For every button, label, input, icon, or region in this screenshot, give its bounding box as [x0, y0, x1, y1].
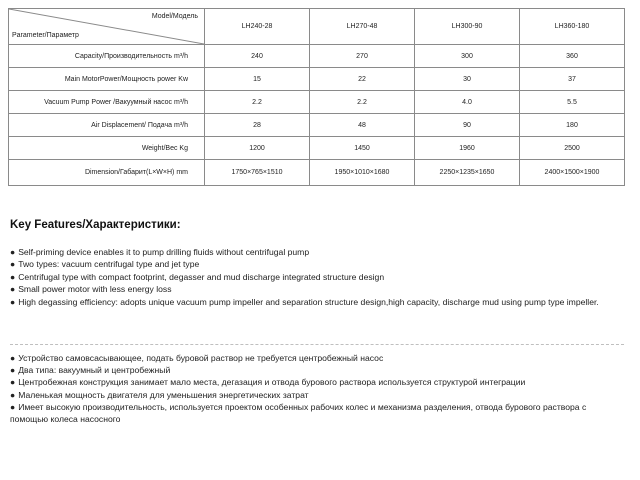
features-title: Key Features/Характеристики: — [10, 219, 181, 231]
russian-feature-list — [10, 352, 622, 425]
feature-text: Центробежная конструкция занимает мало места, дегазация и отвода бурового раствора используется структурой интеграции — [18, 377, 526, 388]
parameter-name-cell: Weight/Вес Kg — [9, 137, 205, 160]
model-name-cell: LH300-90 — [415, 9, 520, 45]
value-cell: 360 — [520, 45, 625, 68]
list-item — [10, 271, 622, 283]
table-row — [9, 45, 625, 68]
parameter-name-cell: Air Displacement/ Подача m³/h — [9, 114, 205, 137]
value-cell: 2250×1235×1650 — [415, 160, 520, 186]
value-cell: 90 — [415, 114, 520, 137]
list-item — [10, 296, 622, 308]
list-item — [10, 258, 622, 270]
model-name-cell: LH270-48 — [310, 9, 415, 45]
value-cell: 2400×1500×1900 — [520, 160, 625, 186]
model-name-cell: LH360-180 — [520, 9, 625, 45]
header-diagonal-cell — [9, 9, 205, 45]
feature-text: Устройство самовсасывающее, подать буровой раствор не требуется центробежный насос — [18, 353, 384, 363]
table-row — [9, 68, 625, 91]
section-divider — [10, 344, 624, 345]
value-cell: 48 — [310, 114, 415, 137]
table-row — [9, 91, 625, 114]
value-cell: 240 — [205, 45, 310, 68]
bullet-icon: ● — [10, 259, 16, 270]
table-row — [9, 160, 625, 186]
value-cell: 300 — [415, 45, 520, 68]
feature-text: Два типа: вакуумный и центробежный — [18, 365, 171, 376]
bullet-icon: ● — [10, 389, 16, 400]
value-cell: 37 — [520, 68, 625, 91]
list-item — [10, 401, 622, 425]
value-cell: 28 — [205, 114, 310, 137]
feature-text: High degassing efficiency: adopts unique vacuum pump impeller and separation structure design,high capacity, discharge mud using pump type impeller. — [18, 296, 599, 307]
list-item — [10, 352, 622, 364]
bullet-icon: ● — [10, 271, 16, 282]
value-cell: 2.2 — [205, 91, 310, 114]
feature-text: Two types: vacuum centrifugal type and jet type — [18, 259, 200, 270]
english-feature-list — [10, 246, 622, 308]
value-cell: 180 — [520, 114, 625, 137]
value-cell: 30 — [415, 68, 520, 91]
parameter-name-cell: Main MotorPower/Мощность power Kw — [9, 68, 205, 91]
value-cell: 22 — [310, 68, 415, 91]
feature-text: Имеет высокую производительность, используется проектом особенных рабочих колес и механизма разделения, отвода бурового раствора с помощью колеса насосного — [10, 401, 587, 425]
bullet-icon: ● — [10, 247, 16, 257]
list-item — [10, 283, 622, 295]
specification-table — [8, 8, 625, 186]
feature-text: Centrifugal type with compact footprint, degasser and mud discharge integrated structure design — [18, 271, 385, 282]
bullet-icon: ● — [10, 284, 16, 295]
feature-text: Self-priming device enables it to pump drilling fluids without centrifugal pump — [18, 247, 310, 257]
bullet-icon: ● — [10, 365, 16, 376]
list-item — [10, 389, 622, 401]
bullet-icon: ● — [10, 296, 16, 307]
bullet-icon: ● — [10, 401, 16, 412]
value-cell: 2.2 — [310, 91, 415, 114]
value-cell: 270 — [310, 45, 415, 68]
list-item — [10, 376, 622, 388]
list-item — [10, 364, 622, 376]
list-item — [10, 246, 622, 258]
table-row — [9, 137, 625, 160]
value-cell: 1200 — [205, 137, 310, 160]
value-cell: 1450 — [310, 137, 415, 160]
feature-text: Маленькая мощность двигателя для уменьшения энергетических затрат — [18, 389, 309, 400]
table-header-row — [9, 9, 625, 45]
parameter-name-cell: Dimension/Габарит(L×W×H) mm — [9, 160, 205, 186]
value-cell: 1950×1010×1680 — [310, 160, 415, 186]
model-name-cell: LH240-28 — [205, 9, 310, 45]
bullet-icon: ● — [10, 353, 16, 363]
value-cell: 15 — [205, 68, 310, 91]
bullet-icon: ● — [10, 377, 16, 388]
parameter-name-cell: Vacuum Pump Power /Вакуумный насос m³/h — [9, 91, 205, 114]
value-cell: 2500 — [520, 137, 625, 160]
value-cell: 1750×765×1510 — [205, 160, 310, 186]
value-cell: 4.0 — [415, 91, 520, 114]
value-cell: 1960 — [415, 137, 520, 160]
table-row — [9, 114, 625, 137]
parameter-name-cell: Capacity/Производительность m³/h — [9, 45, 205, 68]
parameter-header-label: Parameter/Параметр — [12, 32, 79, 39]
model-header-label: Model/Модель — [151, 13, 198, 20]
feature-text: Small power motor with less energy loss — [18, 284, 172, 295]
value-cell: 5.5 — [520, 91, 625, 114]
